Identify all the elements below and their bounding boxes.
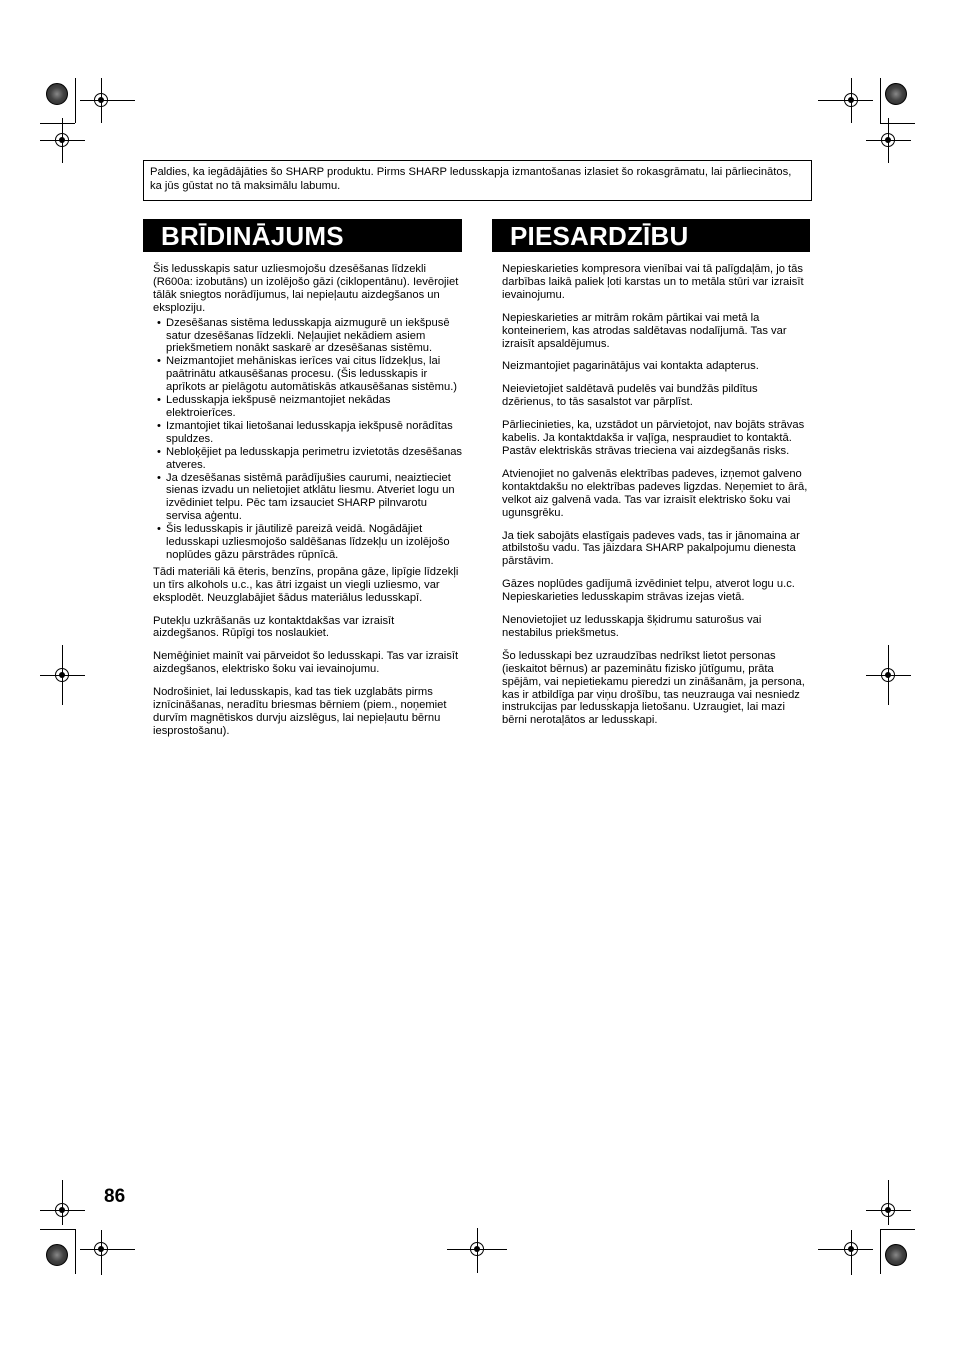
caution-paragraph: Ja tiek sabojāts elastīgais padeves vads, tas ir jānomaina ar atbilstošu vadu. Tas jāizdara SHARP pakalpojumu dienesta pārstāvim. bbox=[502, 529, 800, 568]
registration-disc-icon bbox=[46, 1244, 68, 1266]
page-number: 86 bbox=[104, 1186, 126, 1207]
caution-paragraph: Nepieskarieties kompresora vienībai vai tā palīgdaļām, jo tās darbības laikā paliek ļoti karstas un to metāla stūri var izraisīt ievainojumu. bbox=[502, 263, 804, 301]
warning-paragraph: Šis ledusskapis satur uzliesmojošu dzesēšanas līdzekli (R600a: izobutāns) un izolējošo gāzi (ciklopentānu). Ievērojiet tālāk sniegtos norādījumus, lai nepieļautu aizdegšanos un eksploziju. bbox=[153, 263, 459, 314]
list-item: • Ledusskapja iekšpusē neizmantojiet nekādas elektroierīces. bbox=[153, 394, 462, 420]
caution-paragraph: Neizmantojiet pagarinātājus vai kontakta adapterus. bbox=[502, 360, 759, 373]
warning-column bbox=[153, 263, 462, 748]
caution-paragraph: Pārliecinieties, ka, uzstādot un pārvietojot, nav bojāts strāvas kabelis. Ja kontaktdakša ir vaļīga, nespraudiet to kontaktā. Pastāv elektriskās strāvas trieciena vai aizdegšanās risks. bbox=[502, 419, 805, 457]
caution-paragraph: Nenovietojiet uz ledusskapja šķidrumu saturošus vai nestabilus priekšmetus. bbox=[502, 614, 762, 639]
list-item: • Ja dzesēšanas sistēmā parādījušies caurumi, neaiztieciet sienas izvadu un nelietojiet atklātu liesmu. Atveriet logu un izvēdiniet telpu. Pēc tam izsauciet SHARP pilnvarotu servisa aģentu. bbox=[153, 472, 462, 524]
intro-box: Paldies, ka iegādājāties šo SHARP produktu. Pirms SHARP ledusskapja izmantošanas izlasiet šo rokasgrāmatu, lai pārliecinātos, ka jūs gūstat no tā maksimālu labumu. bbox=[143, 160, 812, 201]
caution-column bbox=[502, 263, 810, 737]
caution-paragraph: Atvienojiet no galvenās elektrības padeves, izņemot galveno kontaktdakšu no elektrības padeves ligzdas. Neņemiet to ārā, velkot aiz galvenā vada. Tas var izraisīt elektrisko šoku vai ugunsgrēku. bbox=[502, 467, 808, 519]
registration-disc-icon bbox=[885, 83, 907, 105]
list-item: • Šis ledusskapis ir jāutilizē pareizā veidā. Nogādājiet ledusskapi uzliesmojošo saldēšanas līdzekļu un izolējošo noplūdes gāzu pārstrādes rūpnīcā. bbox=[153, 523, 462, 562]
list-item: • Dzesēšanas sistēma ledusskapja aizmugurē un iekšpusē satur dzesēšanas līdzekli. Neļaujiet nekādiem asiem priekšmetiem nonākt saskarē ar dzesēšanas sistēmu. bbox=[153, 317, 462, 356]
list-item: • Nebloķējiet pa ledusskapja perimetru izvietotās dzesēšanas atveres. bbox=[153, 446, 462, 472]
warning-paragraph: Tādi materiāli kā ēteris, benzīns, propāna gāze, lipīgie līdzekļi un tīrs alkohols u.c., kas ātri izgaist un viegli uzliesmo, var eksplodēt. Neuzglabājiet šādus materiālus ledusskapī. bbox=[153, 565, 459, 604]
caution-heading: PIESARDZĪBU bbox=[492, 219, 810, 252]
warning-paragraph: Putekļu uzkrāšanās uz kontaktdakšas var izraisīt aizdegšanos. Rūpīgi tos noslaukiet. bbox=[153, 614, 395, 640]
caution-paragraph: Neievietojiet saldētavā pudelēs vai bundžās pildītus dzērienus, to tās sasalstot var pārplīst. bbox=[502, 383, 758, 409]
registration-disc-icon bbox=[885, 1244, 907, 1266]
registration-disc-icon bbox=[46, 83, 68, 105]
warning-bullet-list bbox=[153, 317, 462, 562]
warning-heading: BRĪDINĀJUMS bbox=[143, 219, 462, 252]
caution-paragraph: Šo ledusskapi bez uzraudzības nedrīkst lietot personas (ieskaitot bērnus) ar pazeminātu fizisko jūtīgumu, prāta spējām, vai nepietiekamu pieredzi un zināšanām, ja persona, kas ir atbildīga par viņu drošību, tas neuzrauga vai nesniedz instrukcijas par ledusskapja lietošanu. Uzraugiet, lai mazi bērni nerotaļātos ar ledusskapi. bbox=[502, 649, 805, 727]
warning-paragraph: Nemēģiniet mainīt vai pārveidot šo ledusskapi. Tas var izraisīt aizdegšanos, elektrisko šoku vai ievainojumu. bbox=[153, 650, 459, 676]
list-item: • Neizmantojiet mehāniskas ierīces vai citus līdzekļus, lai paātrinātu atkausēšanas procesu. (Šis ledusskapis ir aprīkots ar pielāgotu automātiskās atkausēšanas sistēmu.) bbox=[153, 355, 462, 394]
caution-paragraph: Nepieskarieties ar mitrām rokām pārtikai vai metā la konteineriem, kas atrodas saldētavas nodalījumā. Tas var izraisīt apsaldējumus. bbox=[502, 311, 787, 350]
warning-paragraph: Nodrošiniet, lai ledusskapis, kad tas tiek uzglabāts pirms iznīcināšanas, neradītu briesmas bērniem (piem., noņemiet durvīm magnētiskos durvju aizslēgus, lai nepieļautu bērnu iesprostošanu). bbox=[153, 686, 447, 737]
list-item: • Izmantojiet tikai lietošanai ledusskapja iekšpusē norādītas spuldzes. bbox=[153, 420, 462, 446]
caution-paragraph: Gāzes noplūdes gadījumā izvēdiniet telpu, atverot logu u.c. Nepieskarieties ledusskapim strāvas izejas vietā. bbox=[502, 578, 795, 604]
